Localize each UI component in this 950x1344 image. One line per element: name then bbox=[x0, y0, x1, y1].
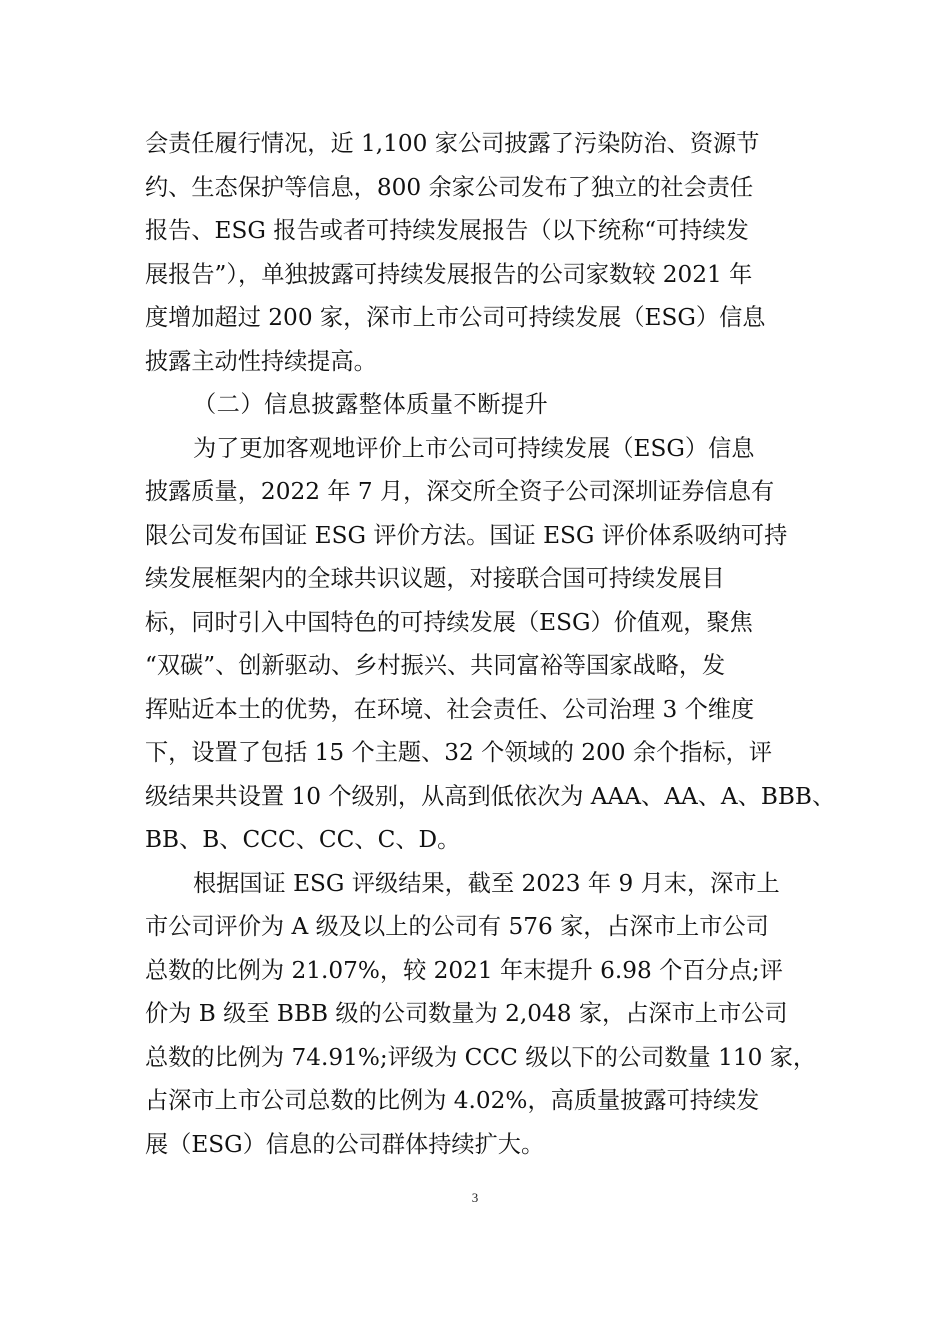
text-line: 续发展框架内的全球共识议题，对接联合国可持续发展目 bbox=[145, 565, 725, 592]
section-heading: （二）信息披露整体质量不断提升 bbox=[193, 391, 549, 418]
text-line: 披露质量，2022 年 7 月，深交所全资子公司深圳证券信息有 bbox=[145, 478, 775, 505]
paragraph-1 bbox=[145, 122, 809, 383]
text-line: 总数的比例为 21.07%，较 2021 年末提升 6.98 个百分点;评 bbox=[145, 956, 783, 984]
text-line: 占深市上市公司总数的比例为 4.02%，高质量披露可持续发 bbox=[145, 1087, 760, 1114]
text-line: 为了更加客观地评价上市公司可持续发展（ESG）信息 bbox=[193, 434, 755, 462]
text-line: 度增加超过 200 家，深市上市公司可持续发展（ESG）信息 bbox=[145, 304, 766, 331]
page-body bbox=[145, 122, 836, 1166]
text-line: 会责任履行情况，近 1,100 家公司披露了污染防治、资源节 bbox=[145, 130, 760, 157]
text-line: 展报告”），单独披露可持续发展报告的公司家数较 2021 年 bbox=[145, 260, 753, 288]
page-number: 3 bbox=[471, 1190, 479, 1205]
text-line: 下，设置了包括 15 个主题、32 个领域的 200 余个指标，评 bbox=[145, 739, 773, 766]
text-line: 根据国证 ESG 评级结果，截至 2023 年 9 月末，深市上 bbox=[193, 869, 780, 897]
text-line: 限公司发布国证 ESG 评价方法。国证 ESG 评价体系吸纳可持 bbox=[145, 521, 788, 549]
text-line: BB、B、CCC、CC、C、D。 bbox=[145, 826, 461, 853]
text-line: 披露主动性持续提高。 bbox=[145, 347, 377, 375]
text-line: 总数的比例为 74.91%;评级为 CCC 级以下的公司数量 110 家， bbox=[145, 1043, 817, 1071]
text-line: 市公司评价为 A 级及以上的公司有 576 家，占深市上市公司 bbox=[145, 913, 769, 940]
text-line: 价为 B 级至 BBB 级的公司数量为 2,048 家，占深市上市公司 bbox=[145, 1000, 788, 1027]
text-line: 挥贴近本土的优势，在环境、社会责任、公司治理 3 个维度 bbox=[145, 695, 755, 723]
text-line: 标，同时引入中国特色的可持续发展（ESG）价值观，聚焦 bbox=[145, 608, 753, 636]
paragraph-2 bbox=[145, 427, 836, 862]
text-line: 约、生态保护等信息，800 余家公司发布了独立的社会责任 bbox=[145, 173, 754, 201]
text-line: 报告、ESG 报告或者可持续发展报告（以下统称“可持续发 bbox=[145, 217, 749, 244]
text-line: “双碳”、创新驱动、乡村振兴、共同富裕等国家战略，发 bbox=[145, 652, 726, 679]
text-line: 展（ESG）信息的公司群体持续扩大。 bbox=[145, 1130, 545, 1158]
paragraph-3 bbox=[145, 862, 817, 1167]
text-line: 级结果共设置 10 个级别，从高到低依次为 AAA、AA、A、BBB、 bbox=[145, 782, 836, 810]
